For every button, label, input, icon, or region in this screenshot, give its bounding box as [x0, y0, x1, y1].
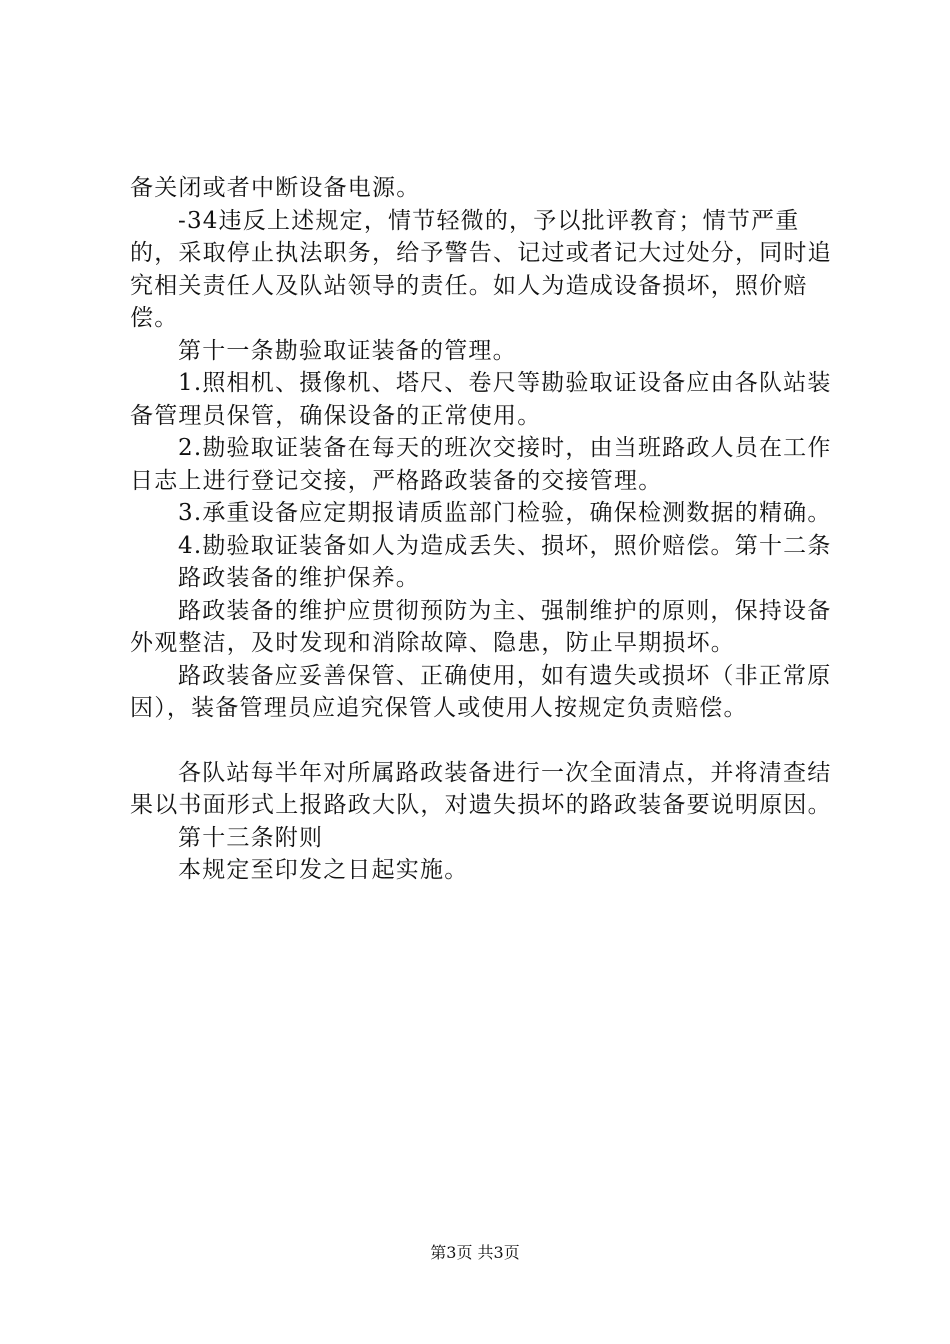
paragraph: 路政装备应妥善保管、正确使用，如有遗失或损坏（非正常原因），装备管理员应追究保管人或使用人按规定负责赔偿。	[130, 662, 832, 721]
section-heading: 路政装备的维护保养。	[178, 565, 420, 591]
paragraph: 备关闭或者中断设备电源。	[130, 175, 421, 201]
paragraph: 各队站每半年对所属路政装备进行一次全面清点，并将清查结果以书面形式上报路政大队，对遗失损坏的路政装备要说明原因。	[130, 759, 832, 818]
section-heading: 第十三条附则	[178, 824, 324, 851]
paragraph: 本规定至印发之日起实施。	[178, 857, 469, 883]
paragraph: 2.勘验取证装备在每天的班次交接时，由当班路政人员在工作日志上进行登记交接，严格路政装备的交接管理。	[130, 435, 832, 494]
paragraph: -34违反上述规定，情节轻微的，予以批评教育；情节严重的，采取停止执法职务，给予警告、记过或者记大过处分，同时追究相关责任人及队站领导的责任。如人为造成设备损坏，照价赔偿。	[130, 207, 832, 331]
paragraph: 1.照相机、摄像机、塔尺、卷尺等勘验取证设备应由各队站装备管理员保管，确保设备的正常使用。	[130, 370, 832, 429]
paragraph: 3.承重设备应定期报请质监部门检验，确保检测数据的精确。	[178, 500, 832, 526]
blank-line	[130, 725, 840, 757]
paragraph: 4.勘验取证装备如人为造成丢失、损坏，照价赔偿。第十二条	[178, 532, 832, 559]
paragraph: 路政装备的维护应贯彻预防为主、强制维护的原则，保持设备外观整洁，及时发现和消除故障、隐患，防止早期损坏。	[130, 597, 832, 656]
section-heading: 第十一条勘验取证装备的管理。	[178, 337, 517, 364]
page-number-footer: 第3页 共3页	[430, 1243, 520, 1262]
document-body	[130, 172, 840, 887]
